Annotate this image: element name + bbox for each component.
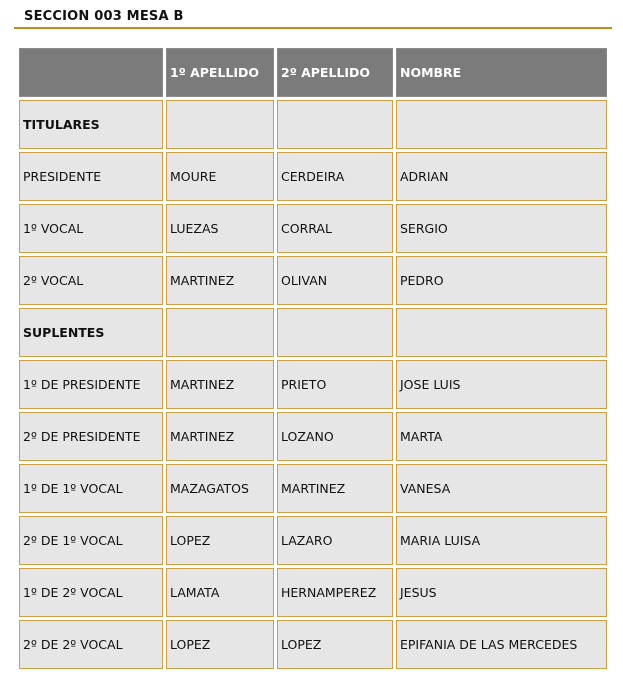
nombre-cell: MARTA <box>396 412 607 461</box>
cargo-cell: 1º DE 1º VOCAL <box>19 464 163 513</box>
cargo-cell: 2º VOCAL <box>19 256 163 305</box>
apellido2-cell: CERDEIRA <box>277 152 393 201</box>
apellido1-cell: MARTINEZ <box>166 256 274 305</box>
apellido1-cell <box>166 308 274 357</box>
mesa-table <box>16 45 610 672</box>
apellido1-cell: LAMATA <box>166 568 274 617</box>
cargo-cell: 1º DE PRESIDENTE <box>19 360 163 409</box>
cargo-cell: 1º VOCAL <box>19 204 163 253</box>
cargo-cell: 2º DE PRESIDENTE <box>19 412 163 461</box>
table-row <box>19 464 607 513</box>
cargo-cell: 2º DE 1º VOCAL <box>19 516 163 565</box>
nombre-cell: SERGIO <box>396 204 607 253</box>
apellido1-cell: LOPEZ <box>166 620 274 669</box>
table-row <box>19 412 607 461</box>
header-apellido-1: 1º APELLIDO <box>166 48 274 97</box>
cargo-cell: 2º DE 2º VOCAL <box>19 620 163 669</box>
apellido2-cell: OLIVAN <box>277 256 393 305</box>
apellido1-cell: MOURE <box>166 152 274 201</box>
apellido2-cell: HERNAMPEREZ <box>277 568 393 617</box>
apellido2-cell: LOZANO <box>277 412 393 461</box>
nombre-cell: JOSE LUIS <box>396 360 607 409</box>
apellido2-cell: CORRAL <box>277 204 393 253</box>
cargo-cell: TITULARES <box>19 100 163 149</box>
apellido2-cell: PRIETO <box>277 360 393 409</box>
apellido1-cell: MAZAGATOS <box>166 464 274 513</box>
cargo-cell: 1º DE 2º VOCAL <box>19 568 163 617</box>
header-nombre: NOMBRE <box>396 48 607 97</box>
apellido1-cell: LUEZAS <box>166 204 274 253</box>
table-row <box>19 620 607 669</box>
table-row <box>19 516 607 565</box>
table-row <box>19 360 607 409</box>
title-divider <box>14 27 612 29</box>
nombre-cell <box>396 100 607 149</box>
nombre-cell: MARIA LUISA <box>396 516 607 565</box>
table-row <box>19 256 607 305</box>
cargo-cell: PRESIDENTE <box>19 152 163 201</box>
table-header-row <box>19 48 607 97</box>
cargo-cell: SUPLENTES <box>19 308 163 357</box>
nombre-cell: EPIFANIA DE LAS MERCEDES <box>396 620 607 669</box>
header-apellido-2: 2º APELLIDO <box>277 48 393 97</box>
nombre-cell: VANESA <box>396 464 607 513</box>
apellido2-cell <box>277 308 393 357</box>
table-row <box>19 204 607 253</box>
apellido1-cell <box>166 100 274 149</box>
apellido1-cell: LOPEZ <box>166 516 274 565</box>
apellido2-cell <box>277 100 393 149</box>
apellido1-cell: MARTINEZ <box>166 412 274 461</box>
section-row-titulares <box>19 100 607 149</box>
apellido2-cell: LOPEZ <box>277 620 393 669</box>
nombre-cell: ADRIAN <box>396 152 607 201</box>
nombre-cell <box>396 308 607 357</box>
section-row-suplentes <box>19 308 607 357</box>
apellido2-cell: MARTINEZ <box>277 464 393 513</box>
table-row <box>19 152 607 201</box>
apellido2-cell: LAZARO <box>277 516 393 565</box>
nombre-cell: PEDRO <box>396 256 607 305</box>
table-row <box>19 568 607 617</box>
nombre-cell: JESUS <box>396 568 607 617</box>
header-cargo <box>19 48 163 97</box>
page-title: SECCION 003 MESA B <box>24 9 184 24</box>
apellido1-cell: MARTINEZ <box>166 360 274 409</box>
